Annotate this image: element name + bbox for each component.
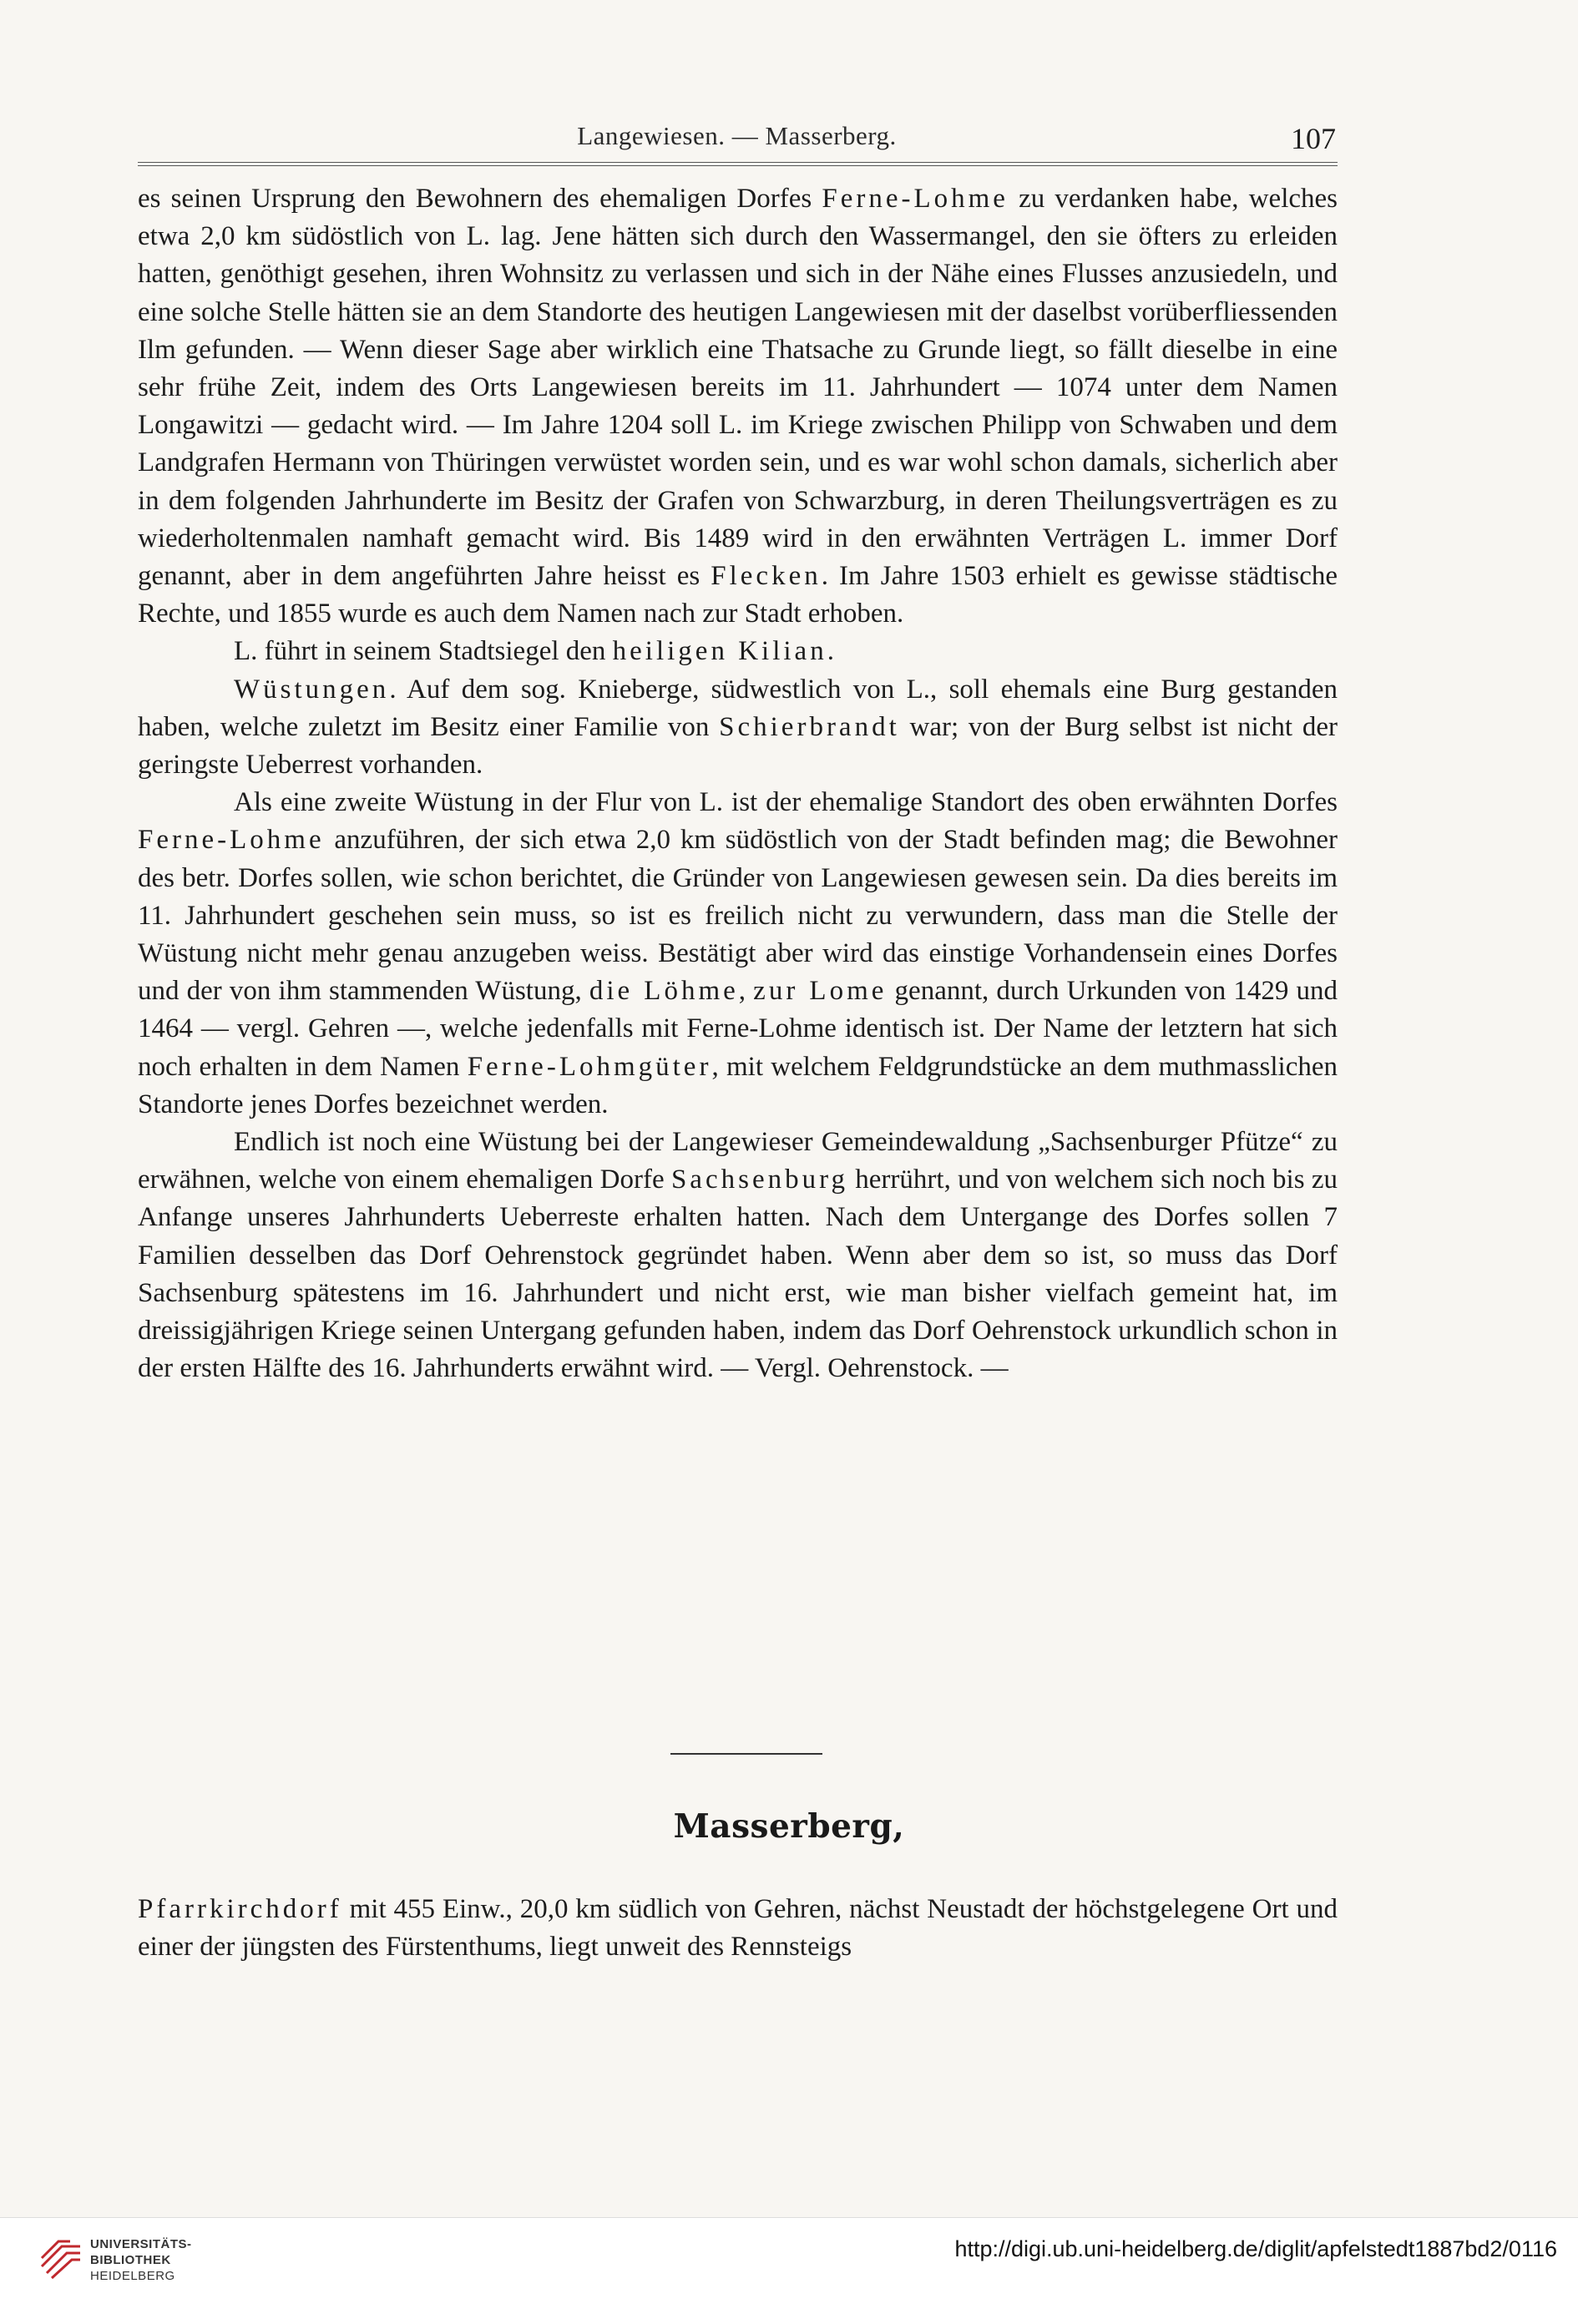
body-paragraph [138, 784, 1338, 1124]
section-text [138, 1891, 1338, 1966]
text-run: es seinen Ursprung den Bewohnern des ehemaligen Dorfes [138, 184, 822, 214]
source-url-link[interactable]: http://digi.ub.uni-heidelberg.de/diglit/apfelstedt1887bd2/0116 [954, 2236, 1557, 2261]
body-paragraph [138, 633, 1338, 670]
body-paragraph [138, 671, 1338, 785]
text-run: Als eine zweite Wüstung in der Flur von L. ist der ehemalige Standort des oben erwähnten Dorfes [234, 787, 1338, 818]
library-name [90, 2236, 192, 2284]
header-rule [138, 162, 1338, 166]
body-paragraph [138, 180, 1338, 633]
section-heading: Masserberg, [673, 1807, 905, 1846]
text-run: , mit welchem Feldgrundstücke an dem muthmasslichen Standorte jenes Dorfes bezeichnet werden. [138, 1051, 1338, 1119]
text-run: anzuführen, der sich etwa 2,0 km südöstlich von der Stadt befinden mag; die Bewohner des betr. Dorfes sollen, wie schon berichtet, die Gründer von Langewiesen gewesen sein. Da dies bereits im 11. Jahrhundert geschehen sein muss, so ist es freilich nicht zu verwundern, dass man die Stelle der Wüstung nicht mehr genau anzugeben weiss. Bestätigt aber wird das einstige Vorhandensein eines Dorfes und der von ihm stammenden Wüstung, [138, 825, 1338, 1007]
text-run: genannt, durch Urkunden von 1429 und 1464 — vergl. Gehren —, welche jedenfalls mit Ferne-Lohme identisch ist. Der Name der letztern hat sich noch erhalten in dem Namen [138, 976, 1338, 1082]
page-number: 107 [1291, 122, 1336, 155]
spaced-emphasis-text: Schierbrandt [719, 711, 900, 742]
text-run: zu verdanken habe, welches etwa 2,0 km südöstlich von L. lag. Jene hätten sich durch den Wassermangel, den sie öfters zu erleiden hatten, genöthigt gesehen, ihren Wohnsitz zu verlassen und sich in der Nähe eines Flusses anzusiedeln, und eine solche Stelle hätten sie an dem Standorte des heutigen Langewiesen mit der daselbst vorüberfliessenden Ilm gefunden. — Wenn dieser Sage aber wirklich eine Thatsache zu Grunde liegt, so fällt dieselbe in eine sehr frühe Zeit, indem des Orts Langewiesen bereits im 11. Jahrhundert — 1074 unter dem Namen Longawitzi — gedacht wird. — Im Jahre 1204 soll L. im Kriege zwischen Philipp von Schwaben und dem Landgrafen Hermann von Thüringen verwüstet worden sein, und es war wohl schon damals, sicherlich aber in dem folgenden Jahrhunderte im Besitz der Grafen von Schwarzburg, in deren Theilungsverträgen es zu wiederholtenmalen namhaft gemacht wird. Bis 1489 wird in den erwähnten Verträgen L. immer Dorf genannt, aber in dem angeführten Jahre heisst es [138, 184, 1338, 592]
library-name-line: UNIVERSITÄTS- [90, 2237, 192, 2251]
spaced-emphasis-text: die Löhme [589, 976, 739, 1007]
body-paragraph [138, 1124, 1338, 1387]
spaced-emphasis-text: Sachsenburg [670, 1165, 848, 1195]
running-title: Langewiesen. — Masserberg. [577, 121, 897, 150]
library-name-line: HEIDELBERG [90, 2269, 175, 2283]
text-run: . Auf dem sog. Knieberge, südwestlich von L., soll ehemals eine Burg gestanden haben, welche zuletzt im Besitz einer Familie von [138, 674, 1338, 742]
spaced-emphasis-text: Ferne-Lohme [822, 184, 1009, 214]
spaced-emphasis-text: zur Lome [753, 976, 888, 1007]
spaced-emphasis-text: Wüstungen [234, 674, 390, 705]
text-run: . [827, 636, 834, 667]
text-run: mit 455 Einw., 20,0 km südlich von Gehren, nächst Neustadt der höchstgelegene Ort und einer der jüngsten des Fürstenthums, liegt unweit des Rennsteigs [138, 1894, 1338, 1962]
spaced-emphasis-text: Ferne-Lohmgüter [467, 1051, 712, 1082]
text-run: war; von der Burg selbst ist nicht der geringste Ueberrest vorhanden. [138, 711, 1338, 781]
text-run: Endlich ist noch eine Wüstung bei der Langewieser Gemeindewaldung „Sachsenburger Pfütze“ zu erwähnen, welche von einem ehemaligen Dorfe [138, 1127, 1338, 1195]
spaced-emphasis-text: Pfarrkirchdorf [138, 1894, 342, 1924]
text-run: L. führt in seinem Stadtsiegel den [234, 636, 613, 667]
text-run: . Im Jahre 1503 erhielt es gewisse städtische Rechte, und 1855 wurde es auch dem Namen nach zur Stadt erhoben. [138, 561, 1338, 629]
section-paragraph [138, 1891, 1338, 1966]
spaced-emphasis-text: Ferne-Lohme [138, 825, 325, 856]
text-run: , [738, 976, 754, 1007]
library-logo-icon [37, 2233, 85, 2281]
page-header [138, 121, 1336, 163]
section-divider [670, 1753, 822, 1755]
spaced-emphasis-text: heiligen Kilian [612, 636, 827, 667]
text-run: herrührt, und von welchem sich noch bis zu Anfange unseres Jahrhunderts Ueberreste erhalten hatten. Nach dem Untergange des Dorfes sollen 7 Familien desselben das Dorf Oehrenstock gegründet haben. Wenn aber dem so ist, so muss das Dorf Sachsenburg spätestens im 16. Jahrhundert und nicht erst, wie man bisher vielfach gemeint hat, im dreissigjährigen Kriege seinen Untergang gefunden haben, indem das Dorf Oehrenstock urkundlich schon in der ersten Hälfte des 16. Jahrhunderts erwähnt wird. — Vergl. Oehrenstock. — [138, 1165, 1338, 1384]
spaced-emphasis-text: Flecken [711, 561, 822, 592]
footer-bar [0, 2217, 1578, 2324]
library-name-line: BIBLIOTHEK [90, 2253, 171, 2267]
body-text [138, 180, 1338, 1388]
